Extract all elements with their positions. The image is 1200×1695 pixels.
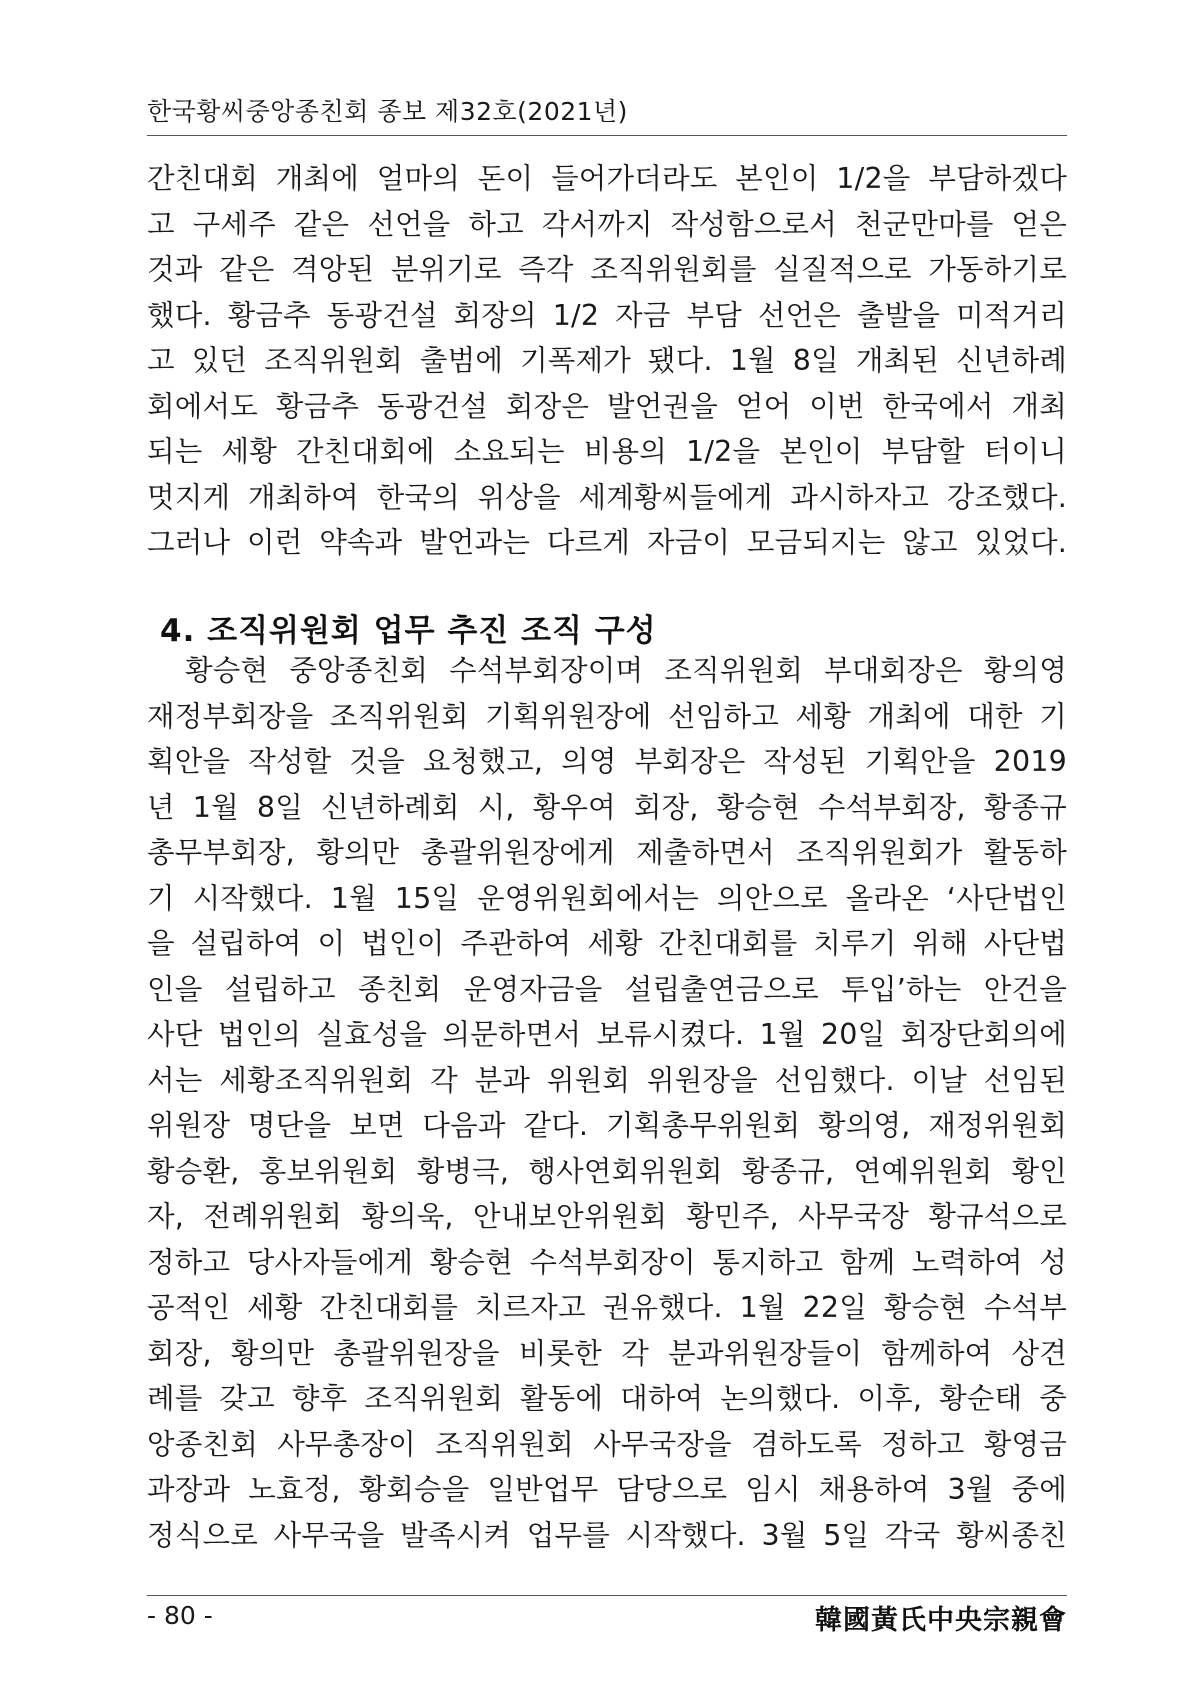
footer-divider: [147, 1595, 1067, 1596]
body-paragraph-2: [147, 648, 1067, 1558]
text-line: 재정부회장을 조직위원회 기획위원장에 선임하고 세황 개최에 대한 기: [147, 699, 1067, 733]
text-line: 회에서도 황금추 동광건설 회장은 발언권을 얻어 이번 한국에서 개최: [147, 389, 1067, 423]
running-header: 한국황씨중앙종친회 종보 제32호(2021년): [147, 97, 628, 126]
text-line: 위원장 명단을 보면 다음과 같다. 기획총무위원회 황의영, 재정위원회: [147, 1109, 1067, 1142]
text-line: 했다. 황금추 동광건설 회장의 1/2 자금 부담 선언은 출발을 미적거리: [147, 298, 1067, 332]
text-line: 공적인 세황 간친대회를 치르자고 권유했다. 1월 22일 황승현 수석부: [147, 1291, 1067, 1324]
text-line: 멋지게 개최하여 한국의 위상을 세계황씨들에게 과시하자고 강조했다.: [147, 480, 1067, 514]
text-line: 그러나 이런 약속과 발언과는 다르게 자금이 모금되지는 않고 있었다.: [147, 526, 1067, 559]
text-line: 황승환, 홍보위원회 황병극, 행사연회위원회 황종규, 연예위원회 황인: [147, 1154, 1067, 1188]
section-heading: 4. 조직위원회 업무 추진 조직 구성: [160, 613, 657, 649]
text-line: 과장과 노효정, 황회승을 일반업무 담당으로 임시 채용하여 3월 중에: [147, 1473, 1067, 1506]
text-line: 례를 갖고 향후 조직위원회 활동에 대하여 논의했다. 이후, 황순태 중: [147, 1382, 1067, 1415]
text-line: 정하고 당사자들에게 황승현 수석부회장이 통지하고 함께 노력하여 성: [147, 1245, 1067, 1279]
text-line: 인을 설립하고 종친회 운영자금을 설립출연금으로 투입’하는 안건을: [147, 972, 1067, 1006]
text-line: 사단 법인의 실효성을 의문하면서 보류시켰다. 1월 20일 회장단회의에: [147, 1018, 1067, 1051]
page-number: - 80 -: [147, 1601, 213, 1630]
text-line: 정식으로 사무국을 발족시켜 업무를 시작했다. 3월 5일 각국 황씨종친: [147, 1518, 1067, 1552]
text-line: 총무부회장, 황의만 총괄위원장에게 제출하면서 조직위원회가 활동하: [147, 836, 1067, 869]
text-line: 황승현 중앙종친회 수석부회장이며 조직위원회 부대회장은 황의영: [185, 654, 1067, 687]
text-line: 것과 같은 격앙된 분위기로 즉각 조직위원회를 실질적으로 가동하기로: [147, 253, 1067, 286]
text-line: 되는 세황 간친대회에 소요되는 비용의 1/2을 본인이 부담할 터이니: [147, 435, 1067, 468]
text-line: 간친대회 개최에 얼마의 돈이 들어가더라도 본인이 1/2을 부담하겠다: [147, 162, 1067, 195]
text-line: 고 구세주 같은 선언을 하고 각서까지 작성함으로서 천군만마를 얻은: [147, 207, 1067, 241]
text-line: 앙종친회 사무총장이 조직위원회 사무국장을 겸하도록 정하고 황영금: [147, 1427, 1067, 1461]
text-line: 을 설립하여 이 법인이 주관하여 세황 간친대회를 치루기 위해 사단법: [147, 927, 1067, 960]
text-line: 서는 세황조직위원회 각 분과 위원회 위원장을 선임했다. 이날 선임된: [147, 1063, 1067, 1097]
publisher-logo: 韓國黃氏中央宗親會: [815, 1605, 1067, 1636]
text-line: 획안을 작성할 것을 요청했고, 의영 부회장은 작성된 기획안을 2019: [147, 745, 1067, 778]
text-line: 년 1월 8일 신년하례회 시, 황우여 회장, 황승현 수석부회장, 황종규: [147, 790, 1067, 824]
text-line: 기 시작했다. 1월 15일 운영위원회에서는 의안으로 올라온 ‘사단법인: [147, 881, 1067, 915]
header-divider: [147, 135, 1067, 136]
text-line: 회장, 황의만 총괄위원장을 비롯한 각 분과위원장들이 함께하여 상견: [147, 1336, 1067, 1370]
body-paragraph-1: [147, 156, 1067, 566]
text-line: 고 있던 조직위원회 출범에 기폭제가 됐다. 1월 8일 개최된 신년하례: [147, 344, 1067, 377]
text-line: 자, 전례위원회 황의욱, 안내보안위원회 황민주, 사무국장 황규석으로: [147, 1200, 1067, 1233]
